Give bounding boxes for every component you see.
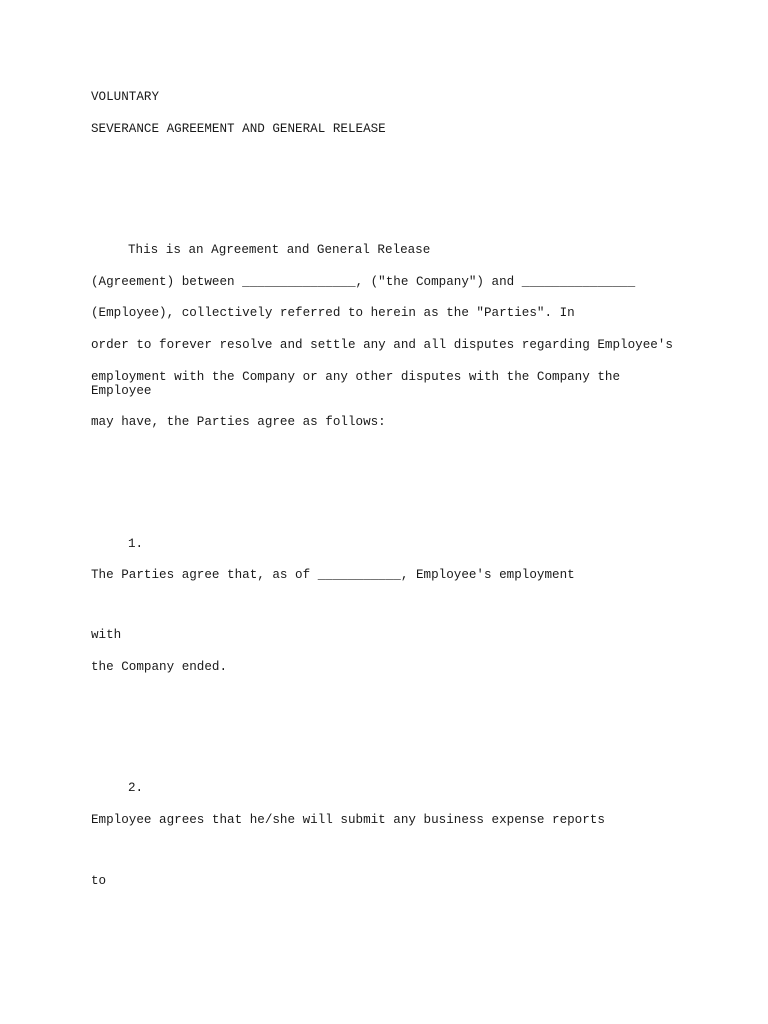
section-2-line-1: Employee agrees that he/she will submit any business expense reports	[91, 813, 605, 827]
intro-line-6: may have, the Parties agree as follows:	[91, 415, 386, 429]
document-title-line-2: SEVERANCE AGREEMENT AND GENERAL RELEASE	[91, 122, 386, 136]
section-2-number: 2.	[128, 781, 144, 795]
section-2-line-2: to	[91, 874, 107, 888]
section-1-line-1: The Parties agree that, as of ___________, Employee's employment	[91, 568, 575, 582]
intro-line-3: (Employee), collectively referred to herein as the "Parties". In	[91, 306, 575, 320]
intro-line-2: (Agreement) between _______________, ("the Company") and _______________	[91, 275, 636, 289]
intro-line-5: employment with the Company or any other disputes with the Company the Employee	[91, 370, 621, 398]
intro-line-1: This is an Agreement and General Release	[128, 243, 431, 257]
intro-line-4: order to forever resolve and settle any and all disputes regarding Employee's	[91, 338, 673, 352]
document-title-line-1: VOLUNTARY	[91, 90, 160, 104]
section-1-number: 1.	[128, 537, 144, 551]
section-1-line-3: the Company ended.	[91, 660, 228, 674]
section-1-line-2: with	[91, 628, 122, 642]
